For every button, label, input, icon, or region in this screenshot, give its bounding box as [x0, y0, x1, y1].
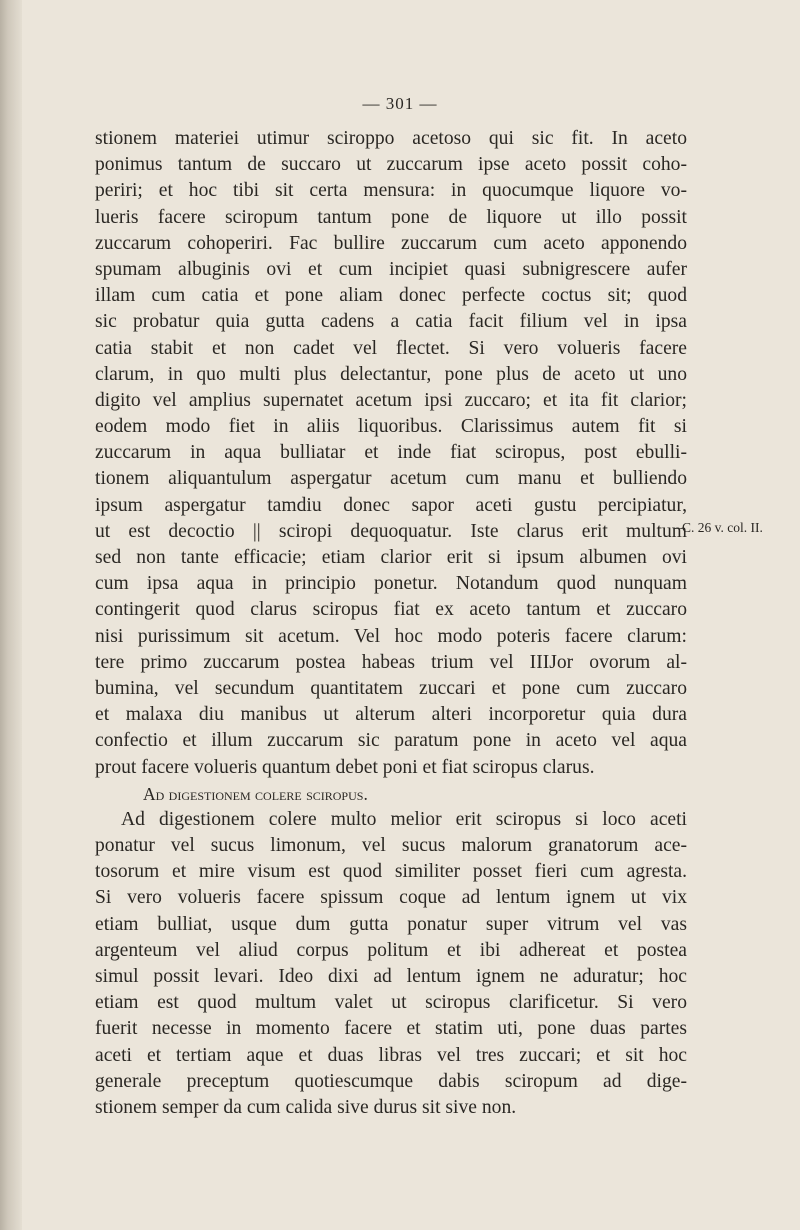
text-line: catia stabit et non cadet vel flectet. Si vero volueris facere	[95, 337, 687, 359]
text-line: aceti et tertiam aque et duas libras vel tres zuccari; et sit hoc	[95, 1044, 687, 1066]
text-line: tosorum et mire visum est quod similiter posset fieri cum agresta.	[95, 861, 687, 883]
section-heading: Ad digestionem colere sciropus.	[143, 783, 368, 804]
margin-note: C. 26 v. col. II.	[682, 520, 763, 535]
text-line: cum ipsa aqua in principio ponetur. Notandum quod nunquam	[95, 573, 687, 595]
text-line: ut est decoctio || sciropi dequoquatur. Iste clarus erit multum	[95, 520, 687, 542]
text-line: zuccarum in aqua bulliatar et inde fiat sciropus, post ebulli-	[95, 442, 687, 464]
binding-gutter	[0, 0, 22, 1230]
text-line: ipsum aspergatur tamdiu donec sapor aceti gustu percipiatur,	[95, 494, 687, 516]
text-line: contingerit quod clarus sciropus fiat ex aceto tantum et zuccaro	[95, 599, 687, 621]
text-line: confectio et illum zuccarum sic paratum pone in aceto vel aqua	[95, 730, 687, 752]
text-line: nisi purissimum sit acetum. Vel hoc modo poteris facere clarum:	[95, 625, 687, 647]
text-line: zuccarum cohoperiri. Fac bullire zuccarum cum aceto apponendo	[95, 232, 687, 254]
body-text	[95, 126, 687, 1121]
text-line: tere primo zuccarum postea habeas trium vel IIIJor ovorum al-	[95, 651, 687, 673]
text-line: stionem materiei utimur sciroppo acetoso qui sic fit. In aceto	[95, 128, 687, 149]
text-line: sic probatur quia gutta cadens a catia facit filium vel in ipsa	[95, 311, 687, 333]
text-line: bumina, vel secundum quantitatem zuccari et pone cum zuccaro	[95, 677, 687, 699]
text-line: ponatur vel sucus limonum, vel sucus malorum granatorum ace-	[95, 835, 687, 857]
text-line: simul possit levari. Ideo dixi ad lentum ignem ne aduratur; hoc	[95, 966, 687, 987]
text-line: sed non tante efficacie; etiam clarior erit si ipsum albumen ovi	[95, 547, 687, 568]
text-line: et malaxa diu manibus ut alterum alteri incorporetur quia dura	[95, 704, 687, 726]
text-line: spumam albuginis ovi et cum incipiet quasi subnigrescere aufer	[95, 258, 687, 280]
text-line: lueris facere sciropum tantum pone de liquore ut illo possit	[95, 206, 687, 228]
text-line: etiam bulliat, usque dum gutta ponatur super vitrum vel vas	[95, 913, 687, 935]
text-line: digito vel amplius supernatet acetum ipsi zuccaro; et ita fit clarior;	[95, 389, 687, 411]
text-line: fuerit necesse in momento facere et statim uti, pone duas partes	[95, 1018, 687, 1040]
text-line: stionem semper da cum calida sive durus sit sive non.	[95, 1096, 517, 1118]
text-line: Si vero volueris facere spissum coque ad lentum ignem ut vix	[95, 887, 687, 909]
page-number: — 301 —	[362, 94, 438, 113]
text-line: periri; et hoc tibi sit certa mensura: in quocumque liquore vo-	[95, 180, 687, 202]
text-line: Ad digestionem colere multo melior erit sciropus si loco aceti	[121, 808, 687, 830]
text-line: clarum, in quo multi plus delectantur, pone plus de aceto ut uno	[95, 363, 687, 385]
text-line: generale preceptum quotiescumque dabis sciropum ad dige-	[95, 1070, 687, 1092]
text-line: tionem aliquantulum aspergatur acetum cum manu et bulliendo	[95, 468, 687, 490]
text-line: eodem modo fiet in aliis liquoribus. Clarissimus autem fit si	[95, 416, 687, 438]
text-line: etiam est quod multum valet ut sciropus clarificetur. Si vero	[95, 992, 687, 1014]
text-line: argenteum vel aliud corpus politum et ibi adhereat et postea	[95, 939, 687, 961]
text-line: prout facere volueris quantum debet poni et fiat sciropus clarus.	[95, 756, 595, 778]
text-line: illam cum catia et pone aliam donec perfecte coctus sit; quod	[95, 285, 687, 307]
text-line: ponimus tantum de succaro ut zuccarum ipse aceto possit coho-	[95, 154, 687, 176]
